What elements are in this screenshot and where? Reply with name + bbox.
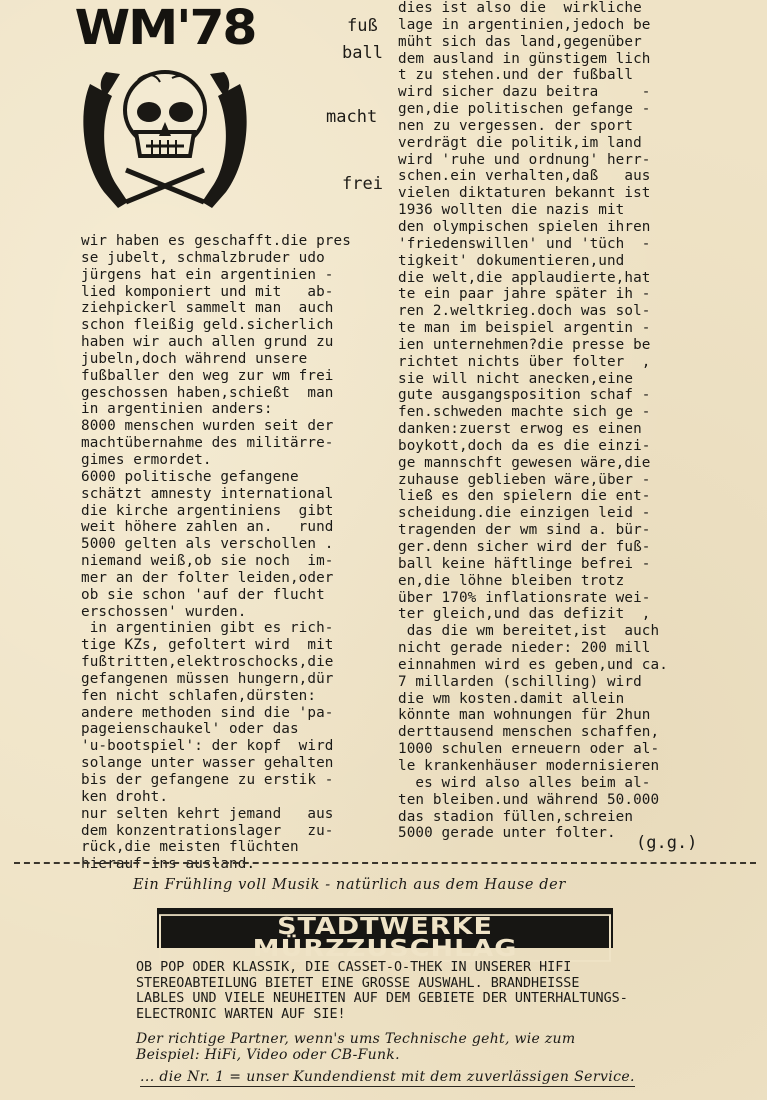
ad-closing-line: ... die Nr. 1 = unser Kundendienst mit dem zuverlässigen Service. bbox=[140, 1069, 635, 1085]
ad-body-text: OB POP ODER KLASSIK, DIE CASSET-O-THEK IN UNSERER HIFI STEREOABTEILUNG BIETET EINE GROSSE AUSWAHL. BRANDHEISSE LABLES UND VIELE NEUHEITEN AUF DEM GEBIETE DER UNTERHALTUNGS- ELECTRONIC WARTEN AUF SIE! bbox=[136, 960, 628, 1022]
section-divider bbox=[14, 862, 756, 864]
slogan-word-3: macht bbox=[326, 107, 378, 127]
masthead-title: WM'78 bbox=[74, 0, 256, 56]
slogan-word-2: ball bbox=[342, 43, 383, 63]
ad-tagline: Ein Frühling voll Musik - natürlich aus dem Hause der bbox=[133, 877, 566, 893]
article-right-column: dies ist also die wirkliche lage in argentinien,jedoch be müht sich das land,gegenüber dem ausland in günstigem lich t zu stehen.und der fußball wird sicher dazu beitra - gen,die politischen gefange - nen zu vergessen. der sport verdrägt die politik,im land wird 'ruhe und ordnung' herr- schen.ein verhalten,daß aus vielen diktaturen bekannt ist 1936 wollten die nazis mit den olympischen spielen ihren 'friedenswillen' und 'tüch - tigkeit' dokumentieren,und die welt,die applaudierte,hat te ein paar jahre später ih - ren 2.weltkrieg.doch was sol- te man im beispiel argentin - ien unternehmen?die presse be richtet nichts über folter , sie will nicht anecken,eine gute ausgangsposition schaf - fen.schweden machte sich ge - danken:zuerst erwog es einen boykott,doch da es die einzi- ge mannschft gewesen wäre,die zuhause geblieben wäre,über - ließ es den spielern die ent- scheidung.die einzigen leid - tragenden der wm sind a. bür- ger.denn sicher wird der fuß- ball keine häftlinge befrei - en,die löhne bleiben trotz über 170% inflationsrate wei- ter gleich,und das defizit , das die wm bereitet,ist auch nicht gerade nieder: 200 mill einnahmen wird es geben,und ca. 7 millarden (schilling) wird die wm kosten.damit allein könnte man wohnungen für 2hun derttausend menschen schaffen, 1000 schulen erneuern oder al- le krankenhäuser modernisieren es wird also alles beim al- ten bleiben.und während 50.000 das stadion füllen,schreien 5000 gerade unter folter. bbox=[398, 0, 668, 842]
masthead bbox=[76, 0, 254, 214]
ad-logo bbox=[157, 908, 613, 962]
ad-logo-text: STADTWERKE MÜRZZUSCHLAG bbox=[159, 914, 611, 962]
article-signature: (g.g.) bbox=[636, 833, 698, 853]
skull-graphic bbox=[76, 52, 254, 212]
article-left-column: wir haben es geschafft.die pres se jubelt, schmalzbruder udo jürgens hat ein argentinien - lied komponiert und mit ab- ziehpickerl sammelt man auch schon fleißig geld.sicherlich haben wir auch allen grund zu jubeln,doch während unsere fußballer den weg zur wm frei geschossen haben,schießt man in argentinien anders: 8000 menschen wurden seit der machtübernahme des militärre- gimes ermordet. 6000 politische gefangene schätzt amnesty international die kirche argentiniens gibt weit höhere zahlen an. rund 5000 gelten als verschollen . niemand weiß,ob sie noch im- mer an der folter leiden,oder ob sie schon 'auf der flucht erschossen' wurden. in argentinien gibt es rich- tige KZs, gefoltert wird mit fußtritten,elektroschocks,die gefangenen müssen hungern,dür fen nicht schlafen,dürsten: andere methoden sind die 'pa- pageienschaukel' oder das 'u-bootspiel': der kopf wird solange unter wasser gehalten bis der gefangene zu erstik - ken droht. nur selten kehrt jemand aus dem konzentrationslager zu- rück,die meisten flüchten hierauf ins ausland. bbox=[81, 233, 351, 873]
ad-italic-text: Der richtige Partner, wenn's ums Technische geht, wie zum Beispiel: HiFi, Video oder CB-Funk. bbox=[136, 1031, 576, 1063]
slogan-word-1: fuß bbox=[347, 16, 378, 36]
slogan-word-4: frei bbox=[342, 174, 383, 194]
